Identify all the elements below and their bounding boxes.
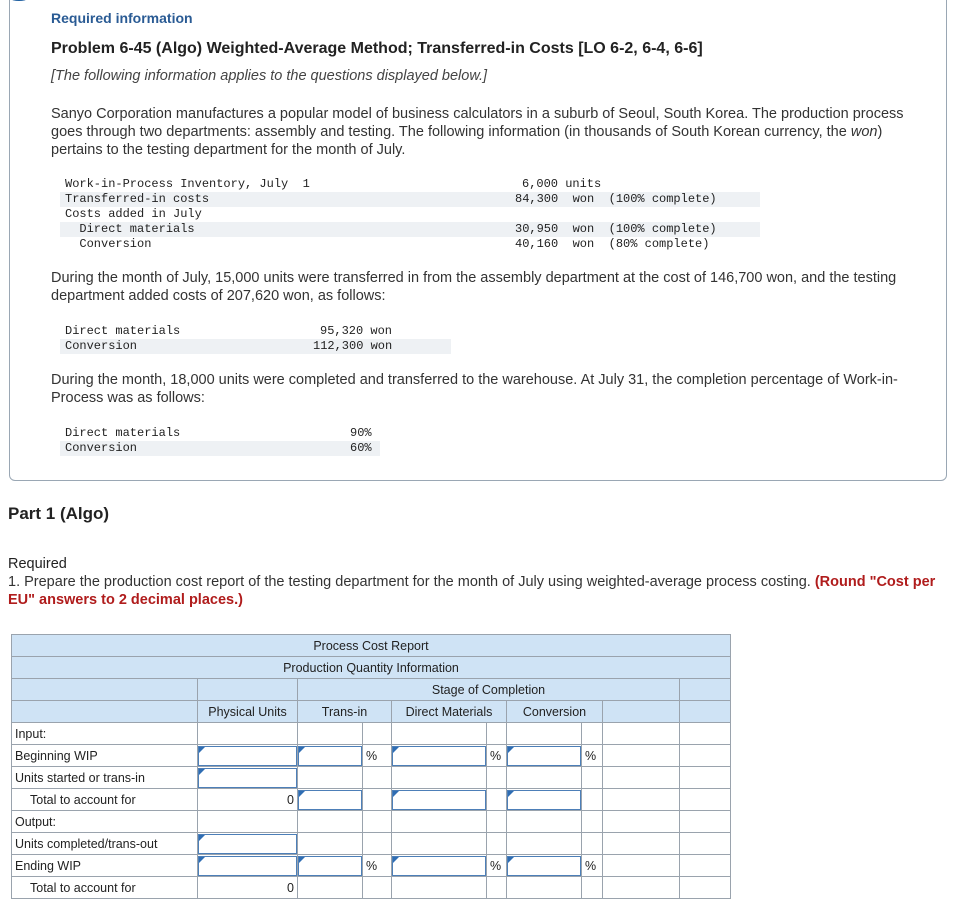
cost-value: 112,300 won bbox=[313, 339, 393, 353]
units-completed-label: Units completed/trans-out bbox=[12, 833, 198, 855]
wip-value: 40,160 won (80% complete) bbox=[515, 237, 710, 251]
part-title: Part 1 (Algo) bbox=[8, 504, 110, 523]
beginning-wip-transin-input[interactable] bbox=[298, 746, 362, 766]
pct-symbol: % bbox=[363, 855, 392, 877]
total-to-account-label: Total to account for bbox=[12, 789, 198, 811]
total-to-account-output-physical: 0 bbox=[198, 877, 298, 899]
pct-symbol: % bbox=[487, 745, 507, 767]
units-completed-physical-input[interactable] bbox=[198, 834, 297, 854]
pct-symbol: % bbox=[582, 855, 603, 877]
completion-value: 60% bbox=[350, 441, 372, 455]
beginning-wip-conv-input[interactable] bbox=[507, 746, 581, 766]
bottom-fade bbox=[0, 904, 966, 916]
intro-paragraph: Sanyo Corporation manufactures a popular model of business calculators in a suburb of Seoul, South Korea. The production process goes through two departments: assembly and testing. The following information (in thousands of South Korean currency, the won) pertains to the testing department for the month of July. bbox=[51, 106, 904, 158]
ending-wip-conv-input[interactable] bbox=[507, 856, 581, 876]
col-direct-materials: Direct Materials bbox=[392, 701, 507, 723]
process-cost-report-table bbox=[11, 634, 731, 899]
wip-label: Conversion bbox=[65, 237, 152, 251]
total-transin-input[interactable] bbox=[298, 790, 362, 810]
col-physical-units: Physical Units bbox=[198, 701, 298, 723]
col-trans-in: Trans-in bbox=[298, 701, 392, 723]
wip-label: Work-in-Process Inventory, July 1 bbox=[65, 177, 310, 191]
ending-wip-dm-input[interactable] bbox=[392, 856, 486, 876]
cost-value: 95,320 won bbox=[320, 324, 393, 338]
completion-paragraph: During the month, 18,000 units were completed and transferred to the warehouse. At July 31, the completion percentage of Work-in-Process was as follows: bbox=[51, 372, 898, 406]
pct-symbol: % bbox=[363, 745, 392, 767]
required-instruction: 1. Prepare the production cost report of the testing department for the month of July using weighted-average process costing. (Round "Cost per EU" answers to 2 decimal places.) bbox=[8, 574, 936, 608]
wip-label: Direct materials bbox=[65, 222, 195, 236]
wip-label: Transferred-in costs bbox=[65, 192, 210, 206]
col-conversion: Conversion bbox=[507, 701, 603, 723]
beginning-wip-physical-input[interactable] bbox=[198, 746, 297, 766]
output-label: Output: bbox=[12, 811, 198, 833]
wip-value: 6,000 units bbox=[522, 177, 602, 191]
transfer-paragraph: During the month of July, 15,000 units were transferred in from the assembly department at the cost of 146,700 won, and the testing department added costs of 207,620 won, as follows: bbox=[51, 270, 897, 304]
wip-value: 84,300 won (100% complete) bbox=[515, 192, 717, 206]
cost-label: Direct materials bbox=[65, 324, 181, 338]
completion-value: 90% bbox=[350, 426, 372, 440]
input-label: Input: bbox=[12, 723, 198, 745]
units-started-label: Units started or trans-in bbox=[12, 767, 198, 789]
ending-wip-transin-input[interactable] bbox=[298, 856, 362, 876]
total-dm-input[interactable] bbox=[392, 790, 486, 810]
info-note: [The following information applies to the questions displayed below.] bbox=[51, 68, 488, 84]
required-label: Required bbox=[8, 556, 67, 572]
info-circle-icon bbox=[4, 0, 34, 1]
problem-title: Problem 6-45 (Algo) Weighted-Average Method; Transferred-in Costs [LO 6-2, 6-4, 6-6] bbox=[51, 40, 703, 57]
cost-label: Conversion bbox=[65, 339, 138, 353]
ending-wip-label: Ending WIP bbox=[12, 855, 198, 877]
beginning-wip-dm-input[interactable] bbox=[392, 746, 486, 766]
total-to-account-physical: 0 bbox=[198, 789, 298, 811]
report-subtitle: Production Quantity Information bbox=[12, 657, 731, 679]
units-started-physical-input[interactable] bbox=[198, 768, 297, 788]
beginning-wip-label: Beginning WIP bbox=[12, 745, 198, 767]
stage-of-completion-header: Stage of Completion bbox=[298, 679, 680, 701]
total-to-account-output-label: Total to account for bbox=[12, 877, 198, 899]
pct-symbol: % bbox=[487, 855, 507, 877]
wip-label: Costs added in July bbox=[65, 207, 202, 221]
wip-value: 30,950 won (100% complete) bbox=[515, 222, 717, 236]
required-information-heading: Required information bbox=[51, 10, 193, 26]
pct-symbol: % bbox=[582, 745, 603, 767]
completion-label: Conversion bbox=[65, 441, 138, 455]
completion-label: Direct materials bbox=[65, 426, 181, 440]
total-conv-input[interactable] bbox=[507, 790, 581, 810]
report-title: Process Cost Report bbox=[12, 635, 731, 657]
ending-wip-physical-input[interactable] bbox=[198, 856, 297, 876]
